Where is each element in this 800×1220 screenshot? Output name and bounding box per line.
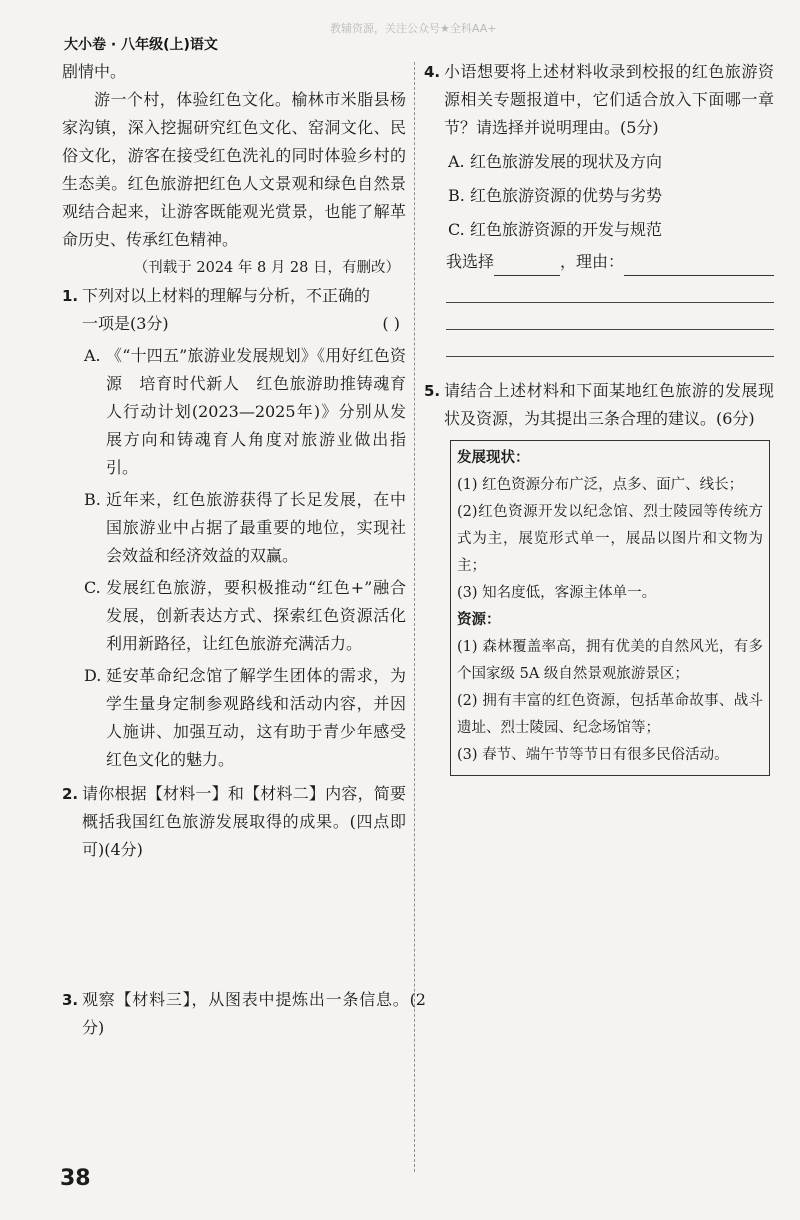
question-1 (62, 282, 406, 338)
option-text: 红色旅游资源的优势与劣势 (470, 186, 663, 205)
question-3-text: 观察【材料三】，从图表中提炼出一条信息。(2分) (82, 990, 426, 1037)
question-1-stem: 下列对以上材料的理解与分析，不正确的 (82, 286, 371, 305)
resource-item: (2) 拥有丰富的红色资源，包括革命故事、战斗遗址、烈士陵园、纪念场馆等； (457, 693, 763, 736)
material-paragraph: 游一个村，体验红色文化。榆林市米脂县杨家沟镇，深入挖掘研究红色文化、窑洞文化、民俗文化，游客在接受红色洗礼的同时体验乡村的生态美。红色旅游把红色人文景观和绿色自然景观结合起来，让游客既能观光赏景，也能了解革命历史、传承红色精神。 (62, 90, 406, 249)
red-tourism-info-box (450, 440, 770, 776)
option-letter: B. (448, 186, 465, 205)
material-tail-line: 剧情中。 (62, 62, 127, 81)
option-letter: A. (84, 346, 101, 365)
option-letter: B. (84, 490, 101, 509)
option-d (62, 662, 406, 774)
question-2-number: 2. (62, 785, 79, 803)
status-item: (3) 知名度低，客源主体单一。 (457, 585, 657, 601)
q4-option-c (424, 216, 774, 244)
answer-line[interactable] (446, 303, 774, 330)
resource-heading: 资源： (457, 612, 501, 628)
right-column (424, 58, 774, 433)
question-4-number: 4. (424, 63, 441, 81)
q4-option-b (424, 182, 774, 210)
status-item: (1) 红色资源分布广泛，点多、面广、线长； (457, 477, 744, 493)
option-text: 红色旅游发展的现状及方向 (470, 152, 663, 171)
answer-bracket[interactable]: ( ) (382, 314, 400, 333)
answer-line[interactable] (446, 276, 774, 303)
question-4-text: 小语想要将上述材料收录到校报的红色旅游资源相关专题报道中，它们适合放入下面哪一章节？请选择并说明理由。(5分) (444, 62, 774, 137)
option-letter: A. (448, 152, 465, 171)
choose-label: 我选择 (446, 252, 495, 271)
option-text: 红色旅游资源的开发与规范 (470, 220, 663, 239)
question-1-number: 1. (62, 287, 79, 305)
watermark-text: 教辅资源，关注公众号★全科AA+ (330, 22, 497, 35)
question-5-text: 请结合上述材料和下面某地红色旅游的发展现状及资源，为其提出三条合理的建议。(6分) (444, 381, 774, 428)
option-text: 近年来，红色旅游获得了长足发展，在中国旅游业中占据了最重要的地位，实现社会效益和经济效益的双赢。 (106, 490, 406, 565)
question-2-text: 请你根据【材料一】和【材料二】内容，简要概括我国红色旅游发展取得的成果。(四点即可)(4分) (82, 784, 406, 859)
resource-item: (1) 森林覆盖率高，拥有优美的自然风光，有多个国家级 5A 级自然景观旅游景区； (457, 639, 763, 682)
reason-label: ，理由： (560, 252, 625, 271)
option-letter: C. (448, 220, 465, 239)
book-title: 大小卷 · 八年级(上)语文 (64, 37, 218, 53)
option-text: 延安革命纪念馆了解学生团体的需求，为学生量身定制参观路线和活动内容，并因人施讲、加强互动，这有助于青少年感受红色文化的魅力。 (106, 666, 406, 769)
option-c (62, 574, 406, 658)
question-3 (62, 986, 426, 1042)
choice-blank[interactable] (494, 255, 560, 276)
question-5-number: 5. (424, 382, 441, 400)
answer-line[interactable] (446, 330, 774, 357)
question-5 (424, 377, 774, 433)
page-number: 38 (60, 1166, 91, 1191)
option-a (62, 342, 406, 482)
option-letter: C. (84, 578, 101, 597)
material-source: （刊载于 2024 年 8 月 28 日，有删改） (133, 260, 400, 276)
choice-reason-row (424, 248, 774, 276)
reason-blank[interactable] (624, 255, 774, 276)
status-item: (2)红色资源开发以纪念馆、烈士陵园等传统方式为主，展览形式单一，展品以图片和文物为主； (457, 504, 763, 574)
status-heading: 发展现状： (457, 450, 530, 466)
option-text: 《“十四五”旅游业发展规划》《用好红色资源 培育时代新人 红色旅游助推铸魂育人行动计划(2023—2025年)》分别从发展方向和铸魂育人角度对旅游业做出指引。 (106, 346, 406, 477)
option-letter: D. (84, 666, 102, 685)
question-2 (62, 780, 406, 864)
question-3-number: 3. (62, 991, 79, 1009)
question-1-stem-2: 一项是(3分) (82, 314, 169, 333)
option-b (62, 486, 406, 570)
q4-option-a (424, 148, 774, 176)
left-column (62, 58, 406, 864)
question-4 (424, 58, 774, 142)
resource-item: (3) 春节、端午节等节日有很多民俗活动。 (457, 747, 729, 763)
option-text: 发展红色旅游，要积极推动“红色+”融合发展，创新表达方式、探索红色资源活化利用新路径，让红色旅游充满活力。 (106, 578, 406, 653)
